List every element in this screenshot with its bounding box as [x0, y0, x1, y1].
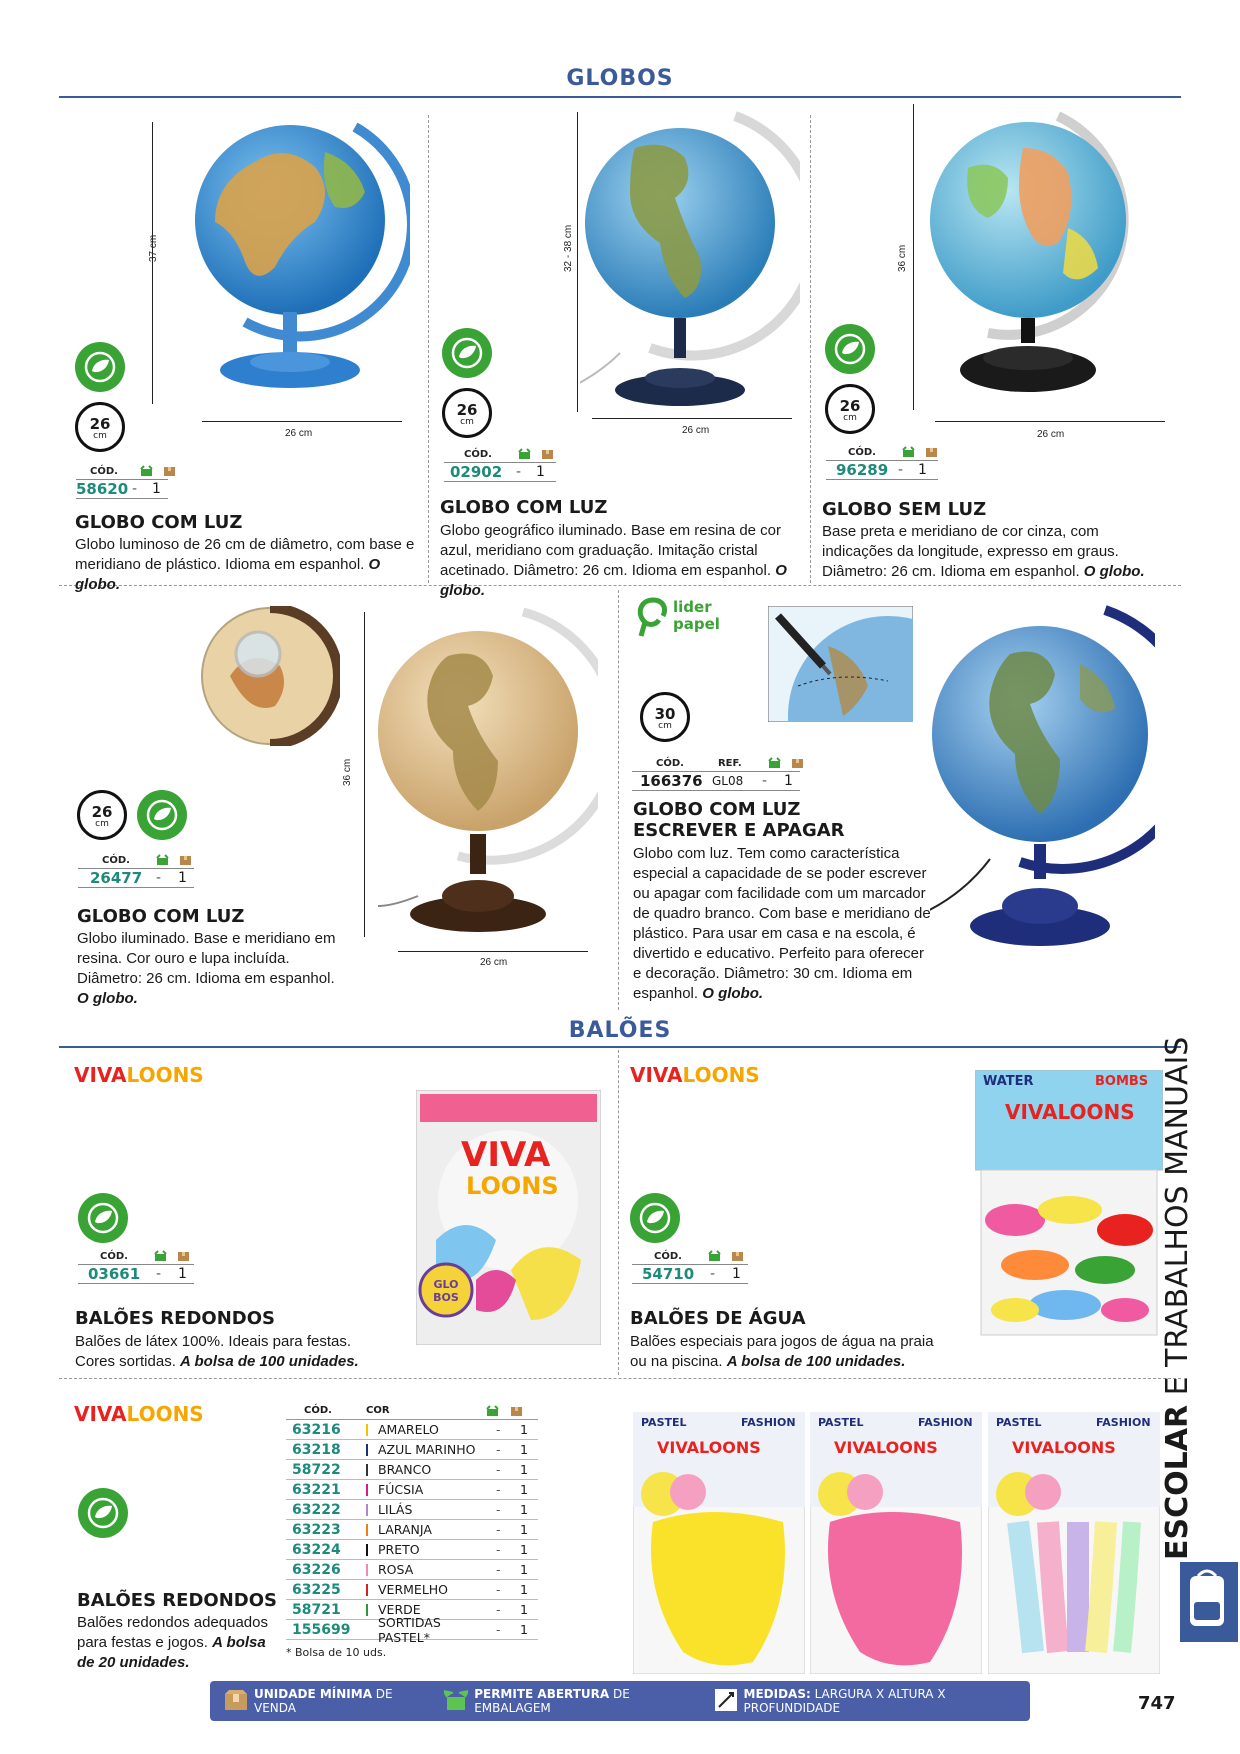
- product-title: GLOBO COM LUZ: [75, 512, 243, 533]
- pack-label-left: PASTEL: [996, 1416, 1042, 1429]
- color-swatch: [366, 1484, 372, 1496]
- description-emphasis: A bolsa de 20 unidades.: [77, 1634, 266, 1671]
- height-dimension-label: 36 cm: [897, 244, 908, 272]
- color-swatch: [366, 1624, 372, 1636]
- height-dimension-line: [364, 612, 365, 937]
- product-code-table: [444, 446, 556, 482]
- product-code: 96289: [836, 461, 889, 479]
- dash: -: [516, 464, 522, 480]
- pack-brand: VIVALOONS: [657, 1438, 761, 1457]
- title-line-2: ESCREVER E APAGAR: [633, 820, 845, 841]
- code-header: CÓD.: [100, 1250, 128, 1262]
- code-header: CÓD.: [848, 446, 876, 458]
- section-title-baloes: BALÕES: [568, 1018, 672, 1043]
- description-text: Base preta e meridiano de cor cinza, com indicações da longitude, expresso em graus. Diâmetro: 26 cm. Idioma em espanhol.: [822, 523, 1119, 580]
- product-description: [630, 1332, 940, 1372]
- marker-detail-image: [768, 606, 913, 722]
- min-qty: 1: [520, 1502, 528, 1517]
- box-icon: [731, 1250, 744, 1262]
- color-code: 58721: [292, 1601, 341, 1618]
- vivaloons-logo: VIVALOONS: [630, 1063, 760, 1087]
- height-dimension-line: [913, 104, 914, 410]
- description-emphasis: O globo.: [702, 985, 764, 1002]
- product-code: 02902: [450, 463, 503, 481]
- size-badge: [640, 692, 690, 742]
- min-qty: 1: [520, 1422, 528, 1437]
- table-row: [286, 1540, 538, 1560]
- pack-text-1: VIVA: [461, 1135, 551, 1175]
- min-qty: 1: [536, 464, 545, 480]
- color-code: 63223: [292, 1521, 341, 1538]
- dash: -: [132, 481, 138, 497]
- title-line-1: GLOBO COM LUZ: [633, 799, 801, 820]
- legend-label-bold: MEDIDAS:: [743, 1687, 811, 1701]
- pack-brand: VIVALOONS: [1005, 1100, 1135, 1124]
- dash: -: [496, 1522, 501, 1537]
- color-code: 58722: [292, 1461, 341, 1478]
- description-emphasis: O globo.: [77, 990, 138, 1007]
- dash: -: [156, 1266, 162, 1282]
- code-header: CÓD.: [102, 854, 130, 866]
- width-dimension-label: 26 cm: [480, 957, 508, 968]
- width-dimension-label: 26 cm: [1037, 429, 1065, 440]
- divider: [59, 1378, 1181, 1379]
- height-dimension-label: 37 cm: [148, 234, 159, 262]
- page-number: 747: [1138, 1693, 1176, 1714]
- product-code-table: [78, 1248, 194, 1284]
- sidebar-category-label: [1160, 1037, 1195, 1560]
- legend-label: DE EMBALAGEM: [474, 1687, 630, 1715]
- code-header: CÓD.: [654, 1250, 682, 1262]
- color-code: 63225: [292, 1581, 341, 1598]
- open-box-icon: [140, 465, 153, 477]
- color-swatch: [366, 1524, 372, 1536]
- dash: -: [156, 870, 162, 886]
- product-title: GLOBO COM LUZ: [440, 497, 608, 518]
- dash: -: [496, 1482, 501, 1497]
- divider: [428, 115, 429, 583]
- dash: -: [496, 1502, 501, 1517]
- dash: -: [496, 1462, 501, 1477]
- box-icon: [224, 1689, 248, 1714]
- min-qty: 1: [520, 1522, 528, 1537]
- pastel-balloon-pack-yellow: [633, 1412, 805, 1674]
- color-name: AMARELO: [378, 1422, 439, 1437]
- code-header: CÓD.: [464, 448, 492, 460]
- leaf-icon: [84, 351, 116, 383]
- open-box-icon: [708, 1250, 721, 1262]
- min-qty: 1: [178, 870, 187, 886]
- size-unit: cm: [93, 431, 107, 441]
- size-unit: cm: [95, 819, 109, 829]
- code-header: CÓD.: [656, 757, 684, 769]
- width-dimension-line: [398, 951, 588, 952]
- min-qty: 1: [520, 1482, 528, 1497]
- description-emphasis: A bolsa de 100 unidades.: [180, 1353, 359, 1370]
- vivaloons-logo: VIVALOONS: [74, 1402, 204, 1426]
- sidebar-rest: E TRABALHOS MANUAIS: [1160, 1036, 1195, 1405]
- description-text: Globo com luz. Tem como característica especial a capacidade de se poder escrever ou apagar com facilidade com um marcador de quadro branco. Com base e meridiano de plástico. Para usar em casa e na escola, é divertido e educativo. Perfeito para oferecer e decoração. Diâmetro: 30 cm. Idioma em espanhol.: [633, 845, 931, 1002]
- open-box-icon: [486, 1405, 510, 1417]
- pack-brand: VIVALOONS: [1012, 1438, 1116, 1457]
- product-title: GLOBO COM LUZ: [77, 906, 245, 927]
- legend-bar: [210, 1681, 1030, 1721]
- box-icon: [541, 448, 554, 460]
- eco-badge: [825, 324, 875, 374]
- color-code: 63221: [292, 1481, 341, 1498]
- product-ref: GL08: [712, 774, 744, 788]
- leaf-icon: [87, 1497, 119, 1529]
- description-text: Balões de látex 100%. Ideais para festas. Cores sortidas.: [75, 1333, 352, 1370]
- min-qty: 1: [520, 1442, 528, 1457]
- dash: -: [496, 1622, 501, 1637]
- brand-line-2: papel: [673, 615, 720, 633]
- legend-label-bold: PERMITE ABERTURA: [474, 1687, 610, 1701]
- product-code: 58620: [76, 480, 129, 498]
- code-header: CÓD.: [90, 465, 118, 477]
- code-header: CÓD.: [304, 1405, 332, 1416]
- height-dimension-line: [577, 112, 578, 412]
- legend-measures: [714, 1687, 1030, 1715]
- section-rule-globos: [59, 96, 1181, 98]
- legend-min-unit: [224, 1687, 428, 1715]
- color-swatch: [366, 1564, 372, 1576]
- min-qty: 1: [520, 1542, 528, 1557]
- globe-image-write-erase: [930, 604, 1155, 954]
- vivaloons-logo: VIVALOONS: [74, 1063, 204, 1087]
- product-title: BALÕES DE ÁGUA: [630, 1308, 806, 1329]
- leaf-icon: [87, 1202, 119, 1234]
- legend-label: DE VENDA: [254, 1687, 393, 1715]
- table-row: [286, 1480, 538, 1500]
- product-description: [440, 521, 810, 601]
- lider-papel-logo: [633, 596, 743, 638]
- balloon-pack-image: [416, 1090, 601, 1345]
- width-dimension-label: 26 cm: [682, 425, 710, 436]
- color-name: PRETO: [378, 1542, 420, 1557]
- divider: [618, 590, 619, 1010]
- dash: -: [710, 1266, 716, 1282]
- table-row: [286, 1580, 538, 1600]
- dash: -: [496, 1562, 501, 1577]
- color-swatch: [366, 1584, 372, 1596]
- color-swatch: [366, 1444, 372, 1456]
- color-code: 63218: [292, 1441, 341, 1458]
- description-text: Globo luminoso de 26 cm de diâmetro, com base e meridiano de plástico. Idioma em espanhol.: [75, 536, 415, 573]
- min-qty: 1: [520, 1602, 528, 1617]
- box-icon: [179, 854, 192, 866]
- description-emphasis: O globo.: [440, 562, 787, 599]
- size-badge: [825, 384, 875, 434]
- description-text: Balões especiais para jogos de água na praia ou na piscina.: [630, 1333, 934, 1370]
- color-name: BRANCO: [378, 1462, 432, 1477]
- open-box-icon: [154, 1250, 167, 1262]
- size-unit: cm: [460, 417, 474, 427]
- product-code-table: [826, 444, 938, 480]
- size-unit: cm: [658, 721, 672, 731]
- box-icon: [163, 465, 176, 477]
- section-title-globos: GLOBOS: [566, 66, 674, 91]
- color-code: 63224: [292, 1541, 341, 1558]
- eco-badge: [442, 328, 492, 378]
- size-value: 26: [89, 415, 111, 433]
- description-emphasis: O globo.: [1083, 563, 1145, 580]
- open-box-icon: [902, 446, 915, 458]
- min-qty: 1: [520, 1562, 528, 1577]
- legend-label: LARGURA X ALTURA X PROFUNDIDADE: [743, 1687, 946, 1715]
- width-dimension-line: [202, 421, 402, 422]
- size-badge: [75, 402, 125, 452]
- leaf-icon: [834, 333, 866, 365]
- height-dimension-label: 36 cm: [342, 758, 353, 786]
- leaf-icon: [639, 1202, 671, 1234]
- box-icon: [177, 1250, 190, 1262]
- water-balloon-pack-image: [975, 1070, 1163, 1340]
- min-qty: 1: [918, 462, 927, 478]
- dash: -: [898, 462, 904, 478]
- dash: -: [496, 1542, 501, 1557]
- min-qty: 1: [784, 773, 793, 789]
- min-qty: 1: [178, 1266, 187, 1282]
- backpack-icon: [1180, 1562, 1238, 1642]
- table-row: [286, 1460, 538, 1480]
- ref-header: REF.: [717, 757, 742, 769]
- table-row: [286, 1500, 538, 1520]
- leaf-icon: [451, 337, 483, 369]
- measure-icon: [714, 1688, 738, 1715]
- legend-open-pack: [444, 1687, 697, 1715]
- product-description: [77, 929, 342, 1009]
- dash: -: [496, 1422, 501, 1437]
- dash: -: [496, 1442, 501, 1457]
- pack-label-right: FASHION: [918, 1416, 973, 1429]
- box-icon: [791, 757, 804, 769]
- description-emphasis: A bolsa de 100 unidades.: [726, 1353, 906, 1370]
- color-name: ROSA: [378, 1562, 414, 1577]
- color-code-table: [286, 1402, 538, 1659]
- divider: [618, 1050, 619, 1375]
- product-title: BALÕES REDONDOS: [77, 1590, 277, 1611]
- color-swatch: [366, 1464, 372, 1476]
- table-row: [286, 1420, 538, 1440]
- min-qty: 1: [520, 1462, 528, 1477]
- box-icon: [925, 446, 938, 458]
- pack-label-right: FASHION: [741, 1416, 796, 1429]
- description-emphasis: O globo.: [75, 556, 381, 593]
- leaf-icon: [146, 799, 178, 831]
- magnifier-detail-image: [200, 606, 340, 746]
- product-description: [77, 1613, 277, 1673]
- color-code: 63222: [292, 1501, 341, 1518]
- color-code: 63216: [292, 1421, 341, 1438]
- size-unit: cm: [843, 413, 857, 423]
- dash: -: [762, 773, 768, 789]
- product-code: 03661: [88, 1265, 141, 1283]
- color-swatch: [366, 1604, 372, 1616]
- pack-brand: VIVALOONS: [834, 1438, 938, 1457]
- eco-badge: [630, 1193, 680, 1243]
- open-box-icon: [518, 448, 531, 460]
- eco-badge: [137, 790, 187, 840]
- width-dimension-line: [935, 421, 1165, 422]
- color-code: 63226: [292, 1561, 341, 1578]
- color-rows: [286, 1420, 538, 1645]
- globe-image-blue-illuminated: [580, 108, 800, 413]
- globe-image-political-no-light: [928, 108, 1153, 408]
- divider: [810, 115, 811, 583]
- pack-label-right: FASHION: [1096, 1416, 1151, 1429]
- table-row: [286, 1560, 538, 1580]
- height-dimension-label: 32 - 38 cm: [563, 224, 574, 272]
- color-swatch: [366, 1544, 372, 1556]
- color-name: LILÁS: [378, 1502, 413, 1517]
- box-icon: [510, 1405, 523, 1417]
- min-qty: 1: [732, 1266, 741, 1282]
- width-dimension-label: 26 cm: [285, 428, 313, 439]
- open-box-icon: [444, 1689, 468, 1714]
- product-description: [822, 522, 1162, 582]
- color-name: LARANJA: [378, 1522, 432, 1537]
- table-row: [286, 1520, 538, 1540]
- pastel-balloon-pack-pink: [810, 1412, 982, 1674]
- globe-image-blue-physical: [185, 112, 410, 412]
- product-code-table: [632, 755, 800, 791]
- size-value: 30: [654, 705, 676, 723]
- pack-label-left: PASTEL: [818, 1416, 864, 1429]
- description-text: Globo iluminado. Base e meridiano em resina. Cor ouro e lupa incluída. Diâmetro: 26 cm. Idioma em espanhol.: [77, 930, 336, 987]
- color-name: FÚCSIA: [378, 1482, 424, 1497]
- product-code: 26477: [90, 869, 143, 887]
- dash: -: [496, 1582, 501, 1597]
- product-description: [75, 535, 415, 595]
- size-value: 26: [839, 397, 861, 415]
- size-badge: [77, 790, 127, 840]
- open-box-icon: [156, 854, 169, 866]
- color-code: 155699: [292, 1621, 351, 1638]
- product-title: [633, 799, 845, 841]
- pack-top-text-2: BOMBS: [1095, 1074, 1149, 1089]
- size-badge: [442, 388, 492, 438]
- product-code-table: [632, 1248, 748, 1284]
- pack-top-text-1: WATER: [983, 1074, 1034, 1089]
- height-dimension-line: [152, 122, 153, 404]
- color-name: VERMELHO: [378, 1582, 449, 1597]
- globe-image-antique: [378, 606, 598, 936]
- product-code: 54710: [642, 1265, 695, 1283]
- min-qty: 1: [520, 1582, 528, 1597]
- description-text: Balões redondos adequados para festas e jogos.: [77, 1614, 268, 1651]
- product-title: GLOBO SEM LUZ: [822, 499, 987, 520]
- product-code: 166376: [640, 772, 703, 790]
- color-name: VERDE: [378, 1602, 421, 1617]
- legend-label-bold: UNIDADE MÍNIMA: [254, 1687, 372, 1701]
- eco-badge: [75, 342, 125, 392]
- size-value: 26: [456, 401, 478, 419]
- eco-badge: [78, 1488, 128, 1538]
- product-title: BALÕES REDONDOS: [75, 1308, 275, 1329]
- dash: -: [496, 1602, 501, 1617]
- min-qty: 1: [520, 1622, 528, 1637]
- pack-badge: GLO BOS: [433, 1278, 459, 1304]
- product-description: [633, 844, 933, 1004]
- pack-text-2: LOONS: [466, 1172, 559, 1200]
- color-name: SORTIDAS PASTEL*: [378, 1614, 441, 1645]
- eco-badge: [78, 1193, 128, 1243]
- product-description: [75, 1332, 375, 1372]
- color-swatch: [366, 1504, 372, 1516]
- product-code-table: [76, 463, 168, 499]
- brand-line-1: lider: [673, 598, 712, 616]
- table-row: [286, 1440, 538, 1460]
- section-rule-baloes: [59, 1046, 1181, 1048]
- sidebar-bold: ESCOLAR: [1160, 1404, 1195, 1560]
- color-header: COR: [366, 1405, 390, 1416]
- table-row: [286, 1614, 538, 1645]
- footnote: * Bolsa de 10 uds.: [286, 1646, 387, 1659]
- open-box-icon: [768, 757, 781, 769]
- pastel-balloon-pack-assorted: [988, 1412, 1160, 1674]
- description-text: Globo geográfico iluminado. Base em resina de cor azul, meridiano com graduação. Imitação cristal acetinado. Diâmetro: 26 cm. Idioma em espanhol.: [440, 522, 782, 579]
- color-name: AZUL MARINHO: [378, 1442, 476, 1457]
- width-dimension-line: [592, 418, 792, 419]
- product-code-table: [78, 852, 194, 888]
- size-value: 26: [91, 803, 113, 821]
- color-swatch: [366, 1424, 372, 1436]
- min-qty: 1: [152, 481, 161, 497]
- pack-label-left: PASTEL: [641, 1416, 687, 1429]
